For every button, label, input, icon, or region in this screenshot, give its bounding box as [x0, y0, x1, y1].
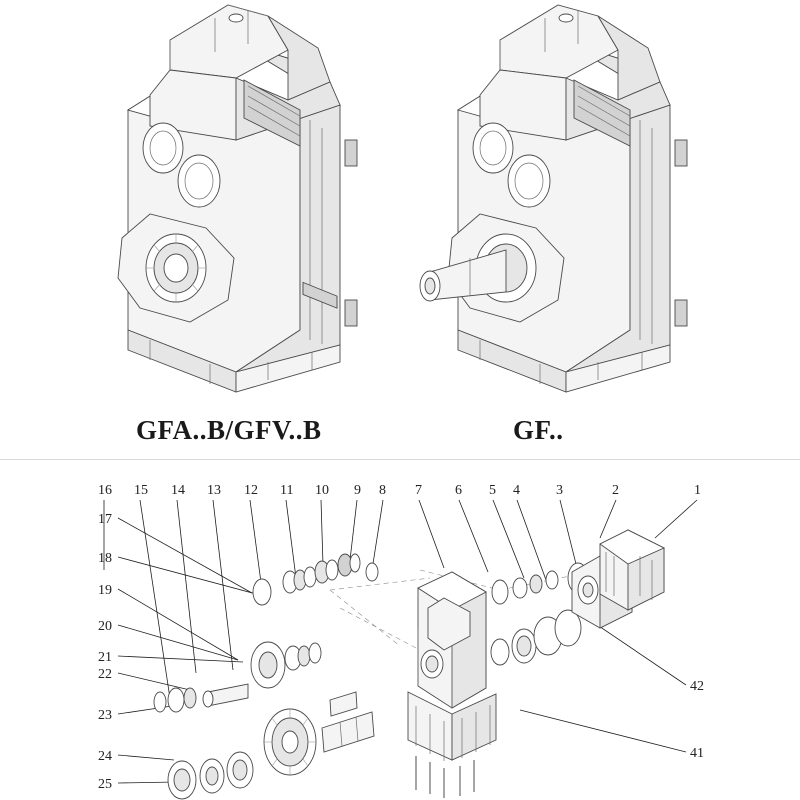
callout-5: 5: [489, 483, 496, 498]
callout-42: 42: [690, 679, 704, 694]
leader-lines-left: [118, 518, 260, 783]
caption-gf: GF..: [513, 415, 564, 445]
callout-17: 17: [98, 512, 112, 527]
callout-25: 25: [98, 777, 112, 792]
callout-8: 8: [379, 483, 386, 498]
callout-23: 23: [98, 708, 112, 723]
callout-24: 24: [98, 749, 112, 764]
housing-part: [408, 572, 496, 798]
callout-20: 20: [98, 619, 112, 634]
callout-12: 12: [244, 483, 258, 498]
callout-11: 11: [280, 483, 294, 498]
callout-6: 6: [455, 483, 462, 498]
callout-3: 3: [556, 483, 563, 498]
caption-gfab-gfvb: GFA..B/GFV..B: [136, 415, 322, 445]
callout-7: 7: [415, 483, 422, 498]
parts-left-cluster: [154, 554, 378, 799]
callout-15: 15: [134, 483, 148, 498]
gearbox-right-body: [420, 5, 687, 392]
callout-21: 21: [98, 650, 112, 665]
callout-41: 41: [690, 746, 704, 761]
exploded-assembly-drawing: [0, 460, 800, 800]
callout-14: 14: [171, 483, 185, 498]
callout-19: 19: [98, 583, 112, 598]
parts-right-cluster: [491, 530, 664, 665]
callout-4: 4: [513, 483, 520, 498]
callout-16: 16: [98, 483, 112, 498]
callout-13: 13: [207, 483, 221, 498]
callout-18: 18: [98, 551, 112, 566]
callout-2: 2: [612, 483, 619, 498]
callout-22: 22: [98, 667, 112, 682]
exploded-view-section: [0, 460, 800, 800]
callout-9: 9: [354, 483, 361, 498]
callout-10: 10: [315, 483, 329, 498]
callout-1: 1: [694, 483, 701, 498]
